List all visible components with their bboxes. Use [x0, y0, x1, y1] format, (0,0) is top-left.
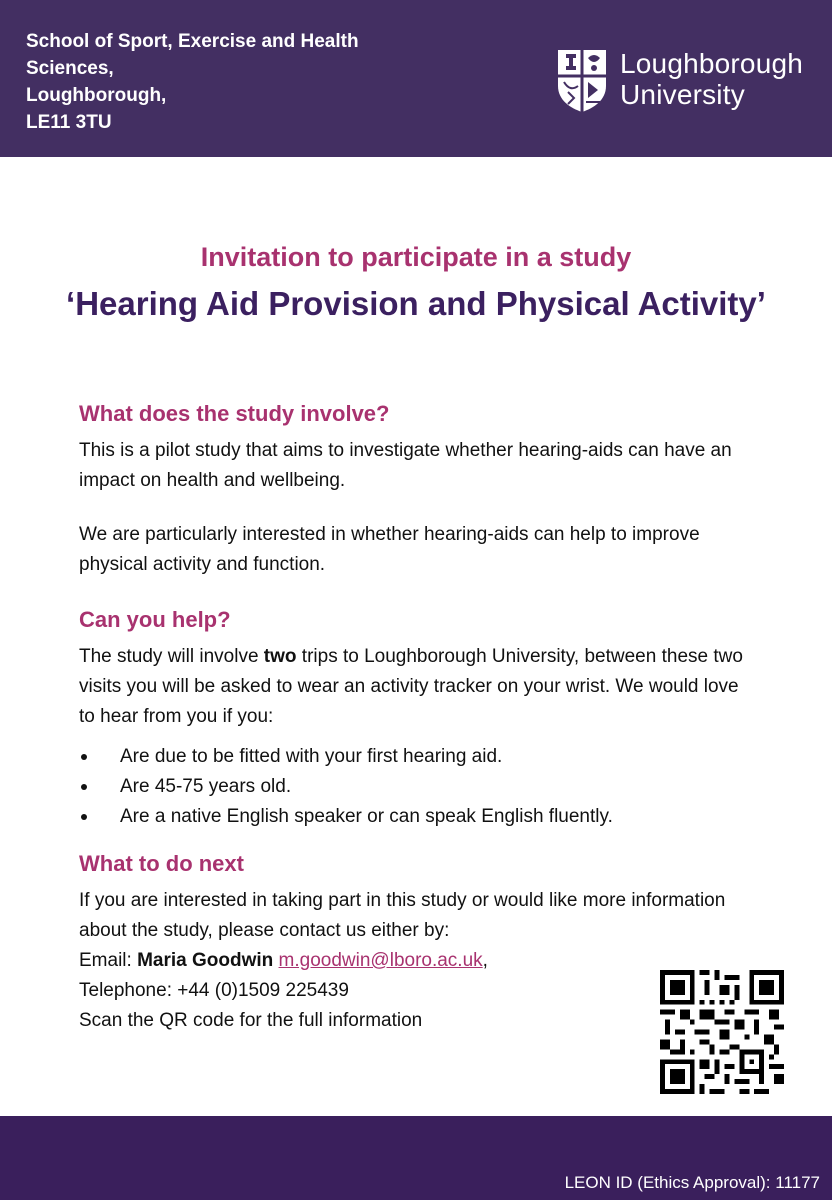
help-paragraph — [79, 642, 759, 732]
address-line: LE11 3TU — [26, 112, 112, 133]
help-text-end: trips to Loughborough University, between these two visits you will be asked to wear an activity tracker on your wrist. We would love to hear from you if you: — [79, 646, 743, 727]
list-item — [79, 802, 759, 832]
logo-wordmark — [620, 48, 803, 110]
involve-paragraph-2: We are particularly interested in whether hearing-aids can help to improve physical activity and function. — [79, 524, 700, 575]
telephone-line: Telephone: +44 (0)1509 225439 — [79, 980, 349, 1001]
involve-paragraph-1: This is a pilot study that aims to investigate whether hearing-aids can have an impact on health and wellbeing. — [79, 440, 732, 491]
logo-line-2: University — [620, 79, 745, 110]
eligibility-list — [79, 742, 759, 832]
contact-name: Maria Goodwin — [137, 950, 274, 971]
address-line: Sciences, — [26, 58, 114, 79]
list-item-text: Are a native English speaker or can speak English fluently. — [120, 806, 613, 827]
section-heading-help: Can you help? — [79, 607, 231, 632]
title-block — [0, 238, 832, 326]
list-item-text: Are due to be fitted with your first hearing aid. — [120, 746, 503, 767]
main-content — [79, 396, 759, 1036]
invitation-heading: Invitation to participate in a study — [200, 242, 632, 272]
section-heading-next: What to do next — [79, 851, 244, 876]
email-label: Email: — [79, 950, 138, 971]
next-paragraph: If you are interested in taking part in this study or would like more information about the study, please contact us either by: — [79, 890, 726, 941]
university-logo — [556, 48, 816, 114]
address-line: School of Sport, Exercise and Health — [26, 31, 359, 52]
address-line: Loughborough, — [26, 85, 167, 106]
qr-code-icon[interactable] — [660, 970, 784, 1094]
qr-instruction: Scan the QR code for the full information — [79, 1010, 423, 1031]
footer-banner — [0, 1116, 832, 1200]
study-title: ‘Hearing Aid Provision and Physical Activity’ — [66, 285, 766, 322]
email-link[interactable]: m.goodwin@lboro.ac.uk — [278, 950, 483, 971]
help-text-bold: two — [263, 646, 297, 667]
bullet-icon — [81, 754, 87, 760]
header-banner — [0, 0, 832, 157]
logo-line-1: Loughborough — [620, 48, 804, 79]
bullet-icon — [81, 784, 87, 790]
email-line — [79, 946, 759, 976]
ethics-approval-id: LEON ID (Ethics Approval): 11177 — [564, 1173, 820, 1192]
school-address — [26, 28, 446, 136]
section-heading-involve: What does the study involve? — [79, 401, 390, 426]
list-item — [79, 772, 759, 802]
email-suffix: , — [482, 950, 488, 971]
list-item-text: Are 45-75 years old. — [120, 776, 292, 797]
help-text-start: The study will involve — [79, 646, 264, 667]
bullet-icon — [81, 814, 87, 820]
university-crest-icon — [556, 48, 608, 114]
list-item — [79, 742, 759, 772]
